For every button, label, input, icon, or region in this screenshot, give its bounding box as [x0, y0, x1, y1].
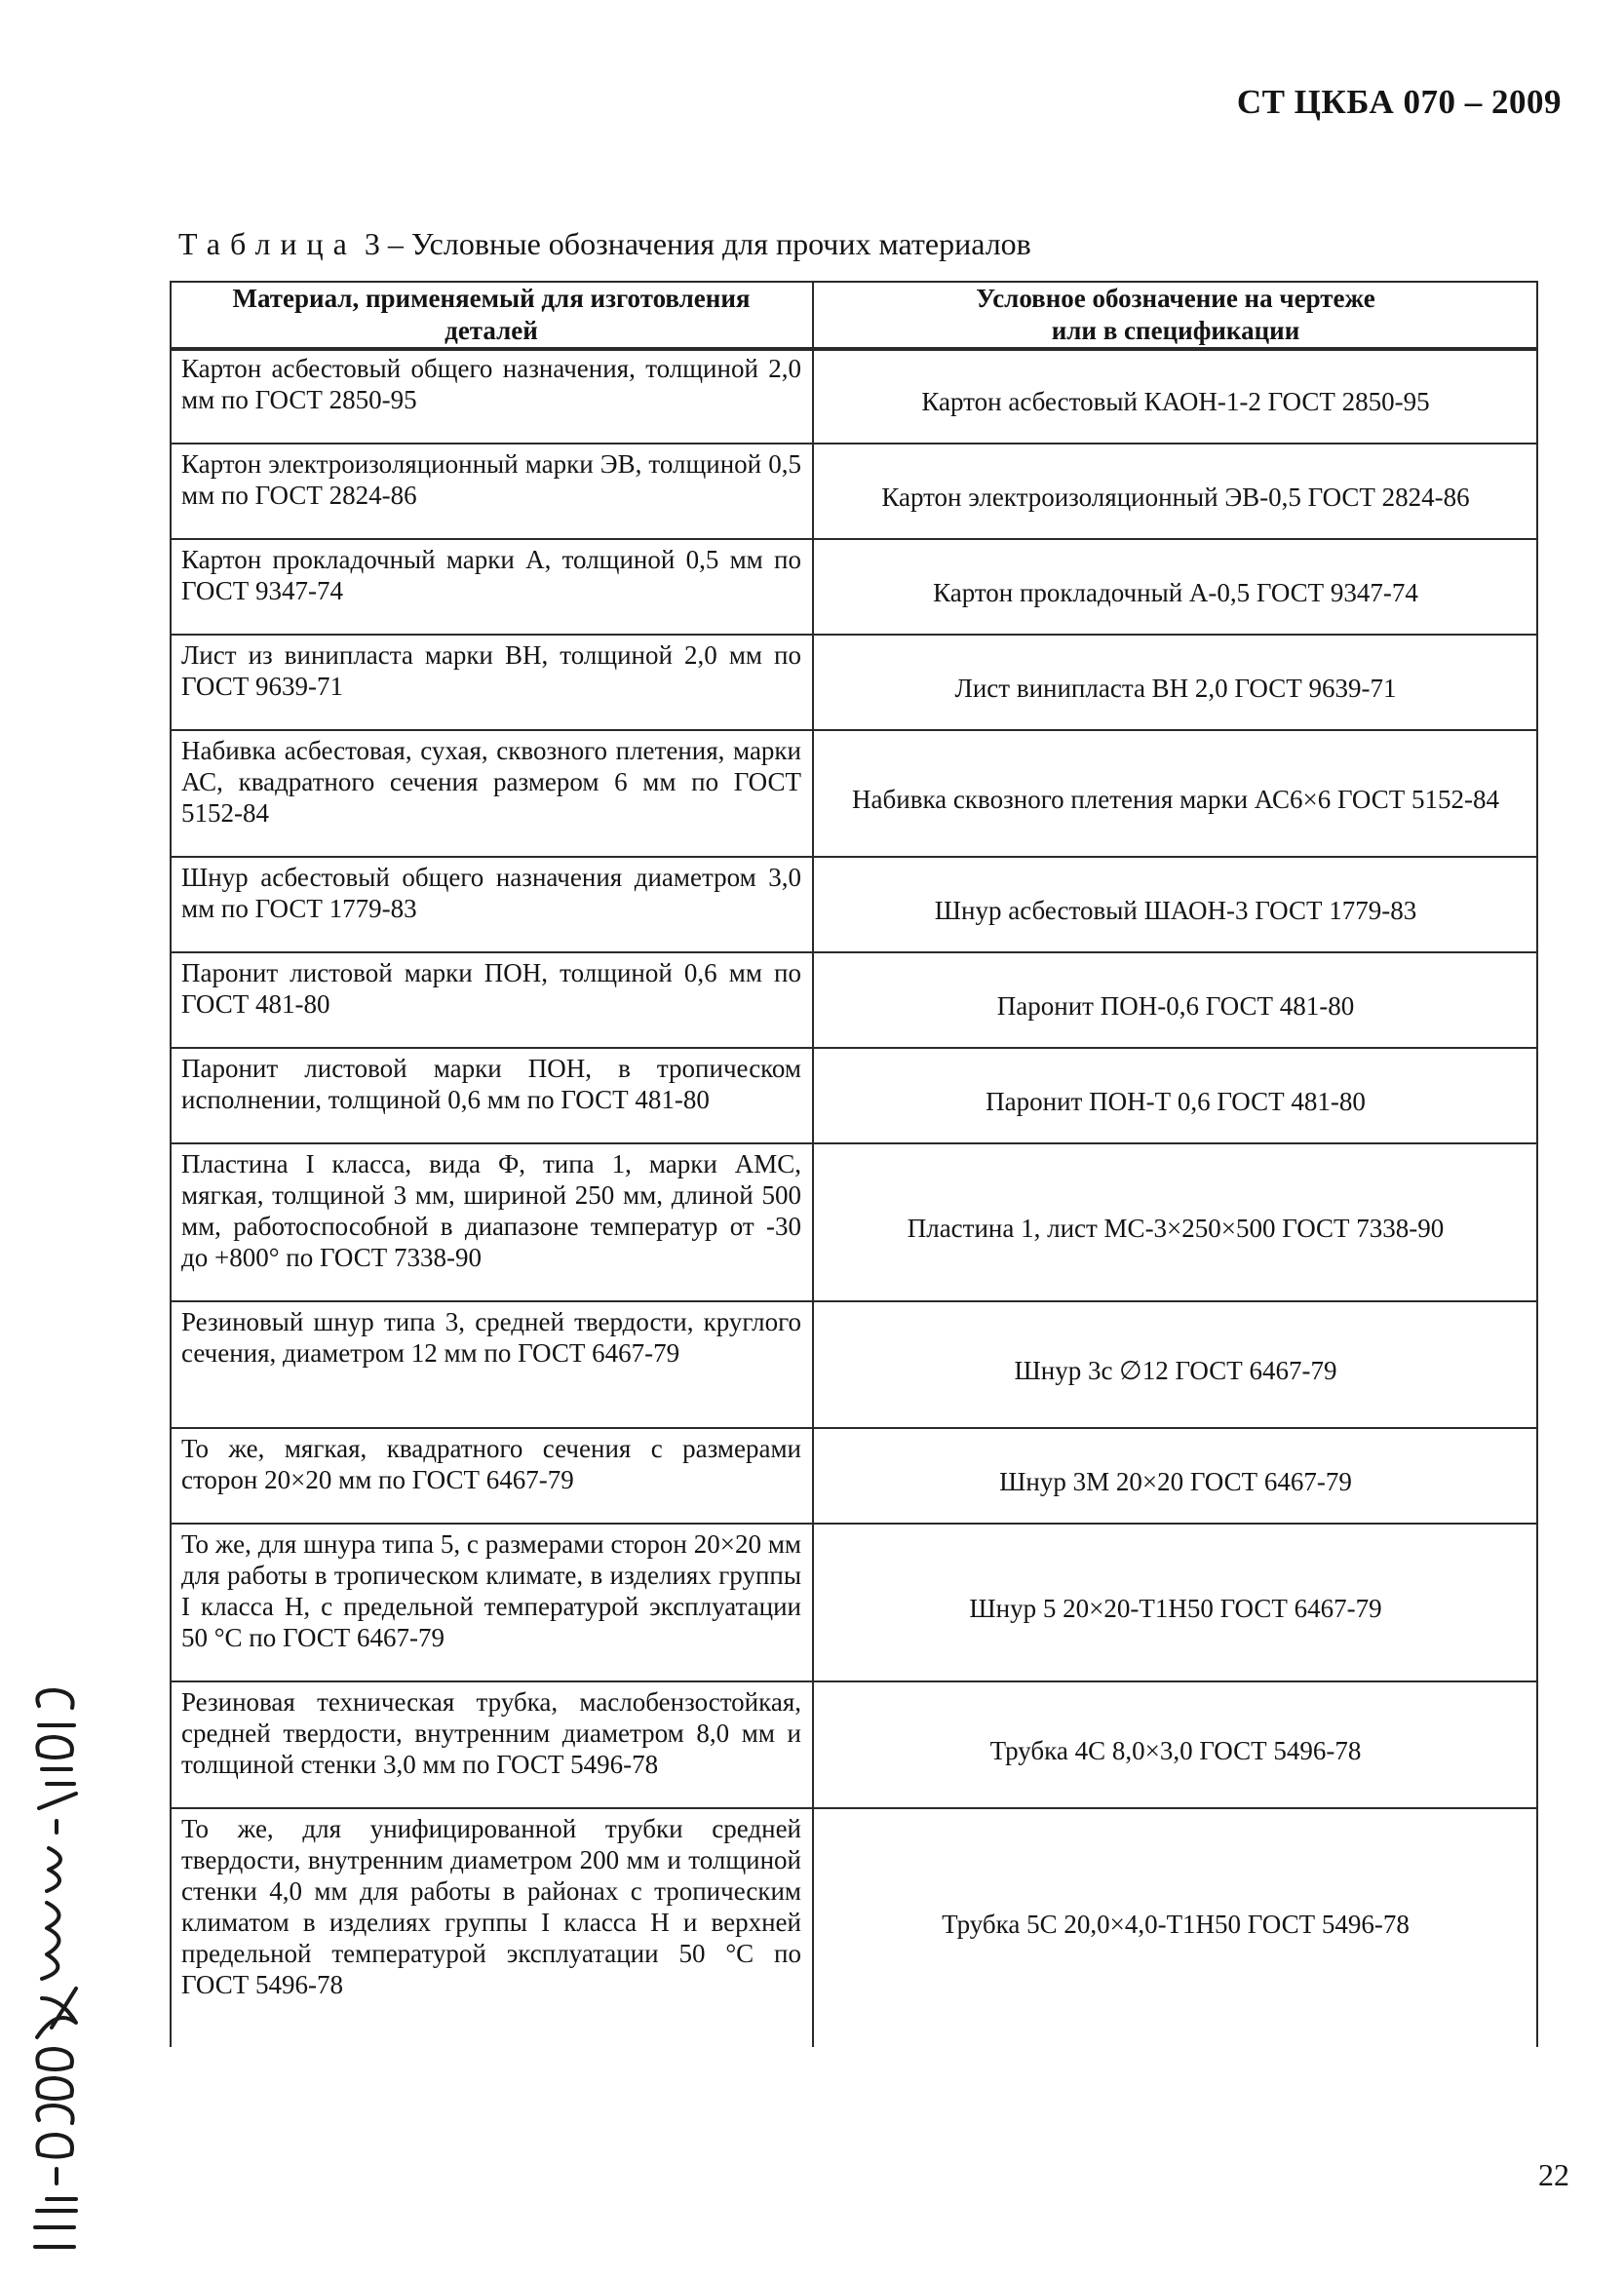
table-column-divider: [812, 281, 814, 2047]
row-divider: [170, 538, 1538, 540]
material-cell: Резиновая техническая трубка, маслобензостойкая, средней твердости, внутренним диаметром 8,0 мм и толщиной стенки 3,0 мм по ГОСТ 5496-78: [181, 1687, 801, 1779]
row-divider: [170, 1427, 1538, 1429]
table-row: [170, 1302, 1538, 1429]
page-number: 22: [1538, 2157, 1569, 2192]
material-cell: Резиновый шнур типа 3, средней твердости, круглого сечения, диаметром 12 мм по ГОСТ 6467-79: [181, 1307, 801, 1368]
table-border-left: [170, 281, 172, 2047]
designation-cell: Паронит ПОН-Т 0,6 ГОСТ 481-80: [986, 1086, 1366, 1116]
table-row: [170, 444, 1538, 540]
designation-cell: Шнур 3с ∅12 ГОСТ 6467-79: [1014, 1355, 1337, 1385]
table-caption: [178, 226, 1031, 262]
designation-cell: Пластина 1, лист МС-3×250×500 ГОСТ 7338-90: [907, 1213, 1445, 1243]
material-cell: Пластина I класса, вида Ф, типа 1, марки АМС, мягкая, толщиной 3 мм, шириной 250 мм, длиной 500 мм, работоспособной в диапазоне температур от -30 до +800° по ГОСТ 7338-90: [181, 1149, 801, 1272]
materials-table-frame: [170, 281, 1538, 2047]
row-divider: [170, 856, 1538, 858]
row-divider: [170, 951, 1538, 953]
designation-cell: Картон электроизоляционный ЭВ-0,5 ГОСТ 2824-86: [881, 482, 1470, 512]
row-divider: [170, 729, 1538, 731]
material-cell: Картон асбестовый общего назначения, толщиной 2,0 мм по ГОСТ 2850-95: [181, 354, 801, 414]
material-cell: Паронит листовой марки ПОН, в тропическом исполнении, толщиной 0,6 мм по ГОСТ 481-80: [181, 1054, 801, 1114]
table-row: [170, 540, 1538, 636]
designation-cell: Паронит ПОН-0,6 ГОСТ 481-80: [996, 990, 1355, 1021]
designation-cell: Шнур 3М 20×20 ГОСТ 6467-79: [999, 1466, 1352, 1496]
header-designation: Условное обозначение на чертеже или в спецификации: [976, 284, 1375, 345]
row-divider: [170, 1047, 1538, 1049]
row-divider: [170, 443, 1538, 444]
material-cell: То же, для шнура типа 5, с размерами сторон 20×20 мм для работы в тропическом климате, в изделиях группы I класса Н, с предельной температурой эксплуатации 50 °С по ГОСТ 6467-79: [181, 1529, 801, 1652]
material-cell: Шнур асбестовый общего назначения диаметром 3,0 мм по ГОСТ 1779-83: [181, 863, 801, 923]
material-cell: То же, для унифицированной трубки средней твердости, внутренним диаметром 200 мм и толщиной стенки 4,0 мм для работы в районах с тропическим климатом в изделиях группы I класса Н и верхней предельной температурой эксплуатации 50 °С по ГОСТ 5496-78: [181, 1814, 801, 1999]
table-row: [170, 1429, 1538, 1525]
document-code: СТ ЦКБА 070 – 2009: [1236, 83, 1562, 121]
header-material: Материал, применяемый для изготовления деталей: [232, 284, 751, 345]
table-caption-text: 3 – Условные обозначения для прочих материалов: [364, 226, 1031, 261]
designation-cell: Набивка сквозного плетения марки АС6×6 ГОСТ 5152-84: [852, 784, 1499, 814]
material-cell: Картон прокладочный марки А, толщиной 0,5 мм по ГОСТ 9347-74: [181, 545, 801, 605]
material-cell: Паронит листовой марки ПОН, толщиной 0,6 мм по ГОСТ 481-80: [181, 958, 801, 1019]
designation-cell: Трубка 5С 20,0×4,0-Т1Н50 ГОСТ 5496-78: [942, 1909, 1410, 1939]
table-row: [170, 858, 1538, 953]
table-row: [170, 349, 1538, 444]
row-divider: [170, 1300, 1538, 1302]
designation-cell: Шнур асбестовый ШАОН-3 ГОСТ 1779-83: [934, 895, 1417, 925]
handwritten-signature-stamp: [18, 1677, 99, 2261]
table-caption-label: Таблица: [178, 226, 357, 261]
designation-cell: Картон прокладочный А-0,5 ГОСТ 9347-74: [933, 577, 1418, 607]
table-row: [170, 1682, 1538, 1809]
table-row: [170, 1525, 1538, 1682]
designation-cell: Трубка 4С 8,0×3,0 ГОСТ 5496-78: [989, 1735, 1362, 1765]
material-cell: Набивка асбестовая, сухая, сквозного плетения, марки АС, квадратного сечения размером 6 мм по ГОСТ 5152-84: [181, 736, 801, 828]
table-row: [170, 1049, 1538, 1144]
table-row: [170, 953, 1538, 1049]
row-divider: [170, 1142, 1538, 1144]
designation-cell: Картон асбестовый КАОН-1-2 ГОСТ 2850-95: [921, 386, 1430, 416]
row-divider: [170, 1807, 1538, 1809]
table-header-row: [170, 281, 1538, 349]
table-border-right: [1536, 281, 1538, 2047]
materials-table: [170, 281, 1538, 2029]
designation-cell: Лист винипласта ВН 2,0 ГОСТ 9639-71: [954, 673, 1397, 703]
material-cell: Картон электроизоляционный марки ЭВ, толщиной 0,5 мм по ГОСТ 2824-86: [181, 449, 801, 510]
table-row: [170, 1809, 1538, 2029]
table-row: [170, 731, 1538, 858]
table-border-top: [170, 281, 1538, 283]
table-header-divider: [170, 347, 1538, 351]
row-divider: [170, 1680, 1538, 1682]
table-row: [170, 636, 1538, 731]
row-divider: [170, 1523, 1538, 1525]
table-row: [170, 1144, 1538, 1302]
designation-cell: Шнур 5 20×20-Т1Н50 ГОСТ 6467-79: [969, 1593, 1382, 1623]
row-divider: [170, 634, 1538, 636]
material-cell: То же, мягкая, квадратного сечения с размерами сторон 20×20 мм по ГОСТ 6467-79: [181, 1434, 801, 1494]
material-cell: Лист из винипласта марки ВН, толщиной 2,0 мм по ГОСТ 9639-71: [181, 640, 801, 701]
